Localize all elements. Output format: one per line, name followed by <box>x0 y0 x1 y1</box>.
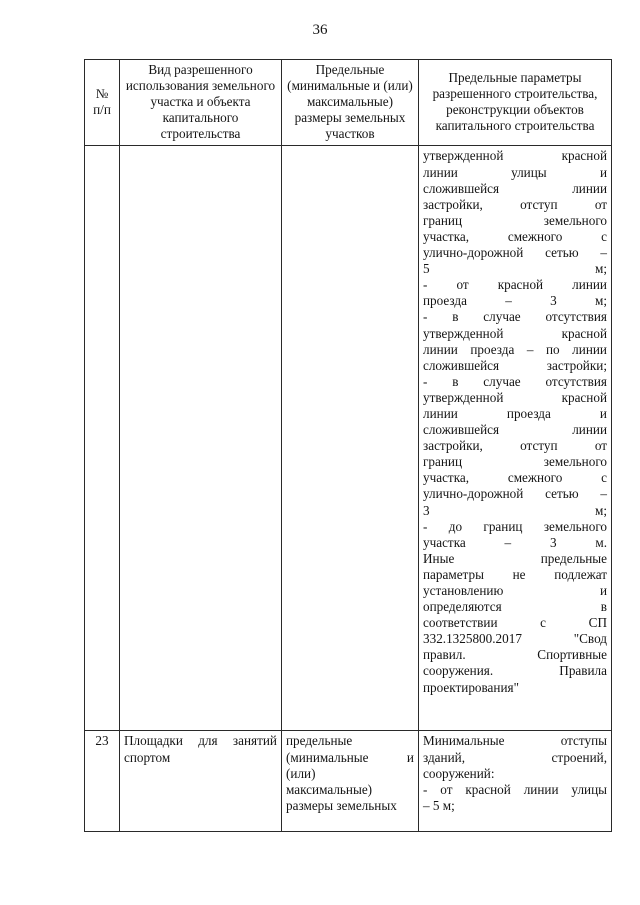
text-line: 332.1325800.2017 "Свод <box>423 631 607 647</box>
header-use-type: Вид разрешенного использования земельного участка и объекта капитального строительства <box>120 60 282 146</box>
text-line: зданий, строений, <box>423 749 607 765</box>
regulations-table <box>84 59 612 832</box>
text-line: сложившейся линии <box>423 180 607 196</box>
text-line: линии проезда – по линии <box>423 341 607 357</box>
text-line: Минимальные отступы <box>423 733 607 749</box>
cell-use-type <box>120 731 282 832</box>
page-number: 36 <box>312 22 328 38</box>
cell-number <box>85 146 120 731</box>
text-line: участка – 3 м. <box>423 534 607 550</box>
text-line: линии проезда и <box>423 405 607 421</box>
text-line: сложившейся застройки; <box>423 357 607 373</box>
text-line: линии улицы и <box>423 164 607 180</box>
text-line: проектирования" <box>423 679 519 695</box>
text-line: (или) <box>286 765 316 781</box>
text-line: определяются в <box>423 599 607 615</box>
text-line: утвержденной красной <box>423 389 607 405</box>
table-row <box>85 731 612 832</box>
text-line: соответствии с СП <box>423 615 607 631</box>
header-number: № п/п <box>85 60 120 146</box>
text-line: Площадки для занятий <box>124 733 277 749</box>
text-line: 5 м; <box>423 261 607 277</box>
header-construction-params: Предельные параметры разрешенного строительства, реконструкции объектов капитального строительства <box>419 60 612 146</box>
header-plot-sizes: Предельные (минимальные и (или) максимальные) размеры земельных участков <box>282 60 419 146</box>
text-line: правил. Спортивные <box>423 647 607 663</box>
text-line: участка, смежного с <box>423 470 607 486</box>
cell-plot-sizes <box>282 146 419 731</box>
text-line: максимальные) <box>286 781 373 797</box>
text-line: предельные <box>286 733 353 749</box>
text-line: - от красной линии <box>423 277 607 293</box>
text-line: границ земельного <box>423 454 607 470</box>
cell-use-type <box>120 146 282 731</box>
text-line: улично-дорожной сетью – <box>423 486 607 502</box>
text-line: застройки, отступ от <box>423 438 607 454</box>
text-line: – 5 м; <box>423 797 455 813</box>
text-line: - в случае отсутствия <box>423 309 607 325</box>
text-line: Иные предельные <box>423 550 607 566</box>
text-line: - от красной линии улицы <box>423 781 607 797</box>
cell-number: 23 <box>85 731 120 832</box>
text-line: утвержденной красной <box>423 148 607 164</box>
text-line: установлению и <box>423 583 607 598</box>
text-line: спортом <box>124 749 171 765</box>
text-line: проезда – 3 м; <box>423 293 607 309</box>
text-line: размеры земельных <box>286 797 397 813</box>
table-row-continuation <box>85 146 612 731</box>
text-line: сооружения. Правила <box>423 663 607 679</box>
text-line: улично-дорожной сетью – <box>423 245 607 261</box>
text-line: параметры не подлежат <box>423 566 607 582</box>
text-line: 3 м; <box>423 502 607 518</box>
cell-construction-params <box>419 146 612 731</box>
text-line: - до границ земельного <box>423 518 607 534</box>
text-line: (минимальные и <box>286 749 414 765</box>
text-line: застройки, отступ от <box>423 196 607 212</box>
text-line: границ земельного <box>423 212 607 228</box>
text-line: - в случае отсутствия <box>423 373 607 389</box>
text-line: сложившейся линии <box>423 422 607 438</box>
text-line: сооружений: <box>423 765 495 781</box>
cell-construction-params <box>419 731 612 832</box>
cell-plot-sizes <box>282 731 419 832</box>
text-line: участка, смежного с <box>423 228 607 244</box>
table-header-row <box>85 60 612 146</box>
text-line: утвержденной красной <box>423 325 607 341</box>
